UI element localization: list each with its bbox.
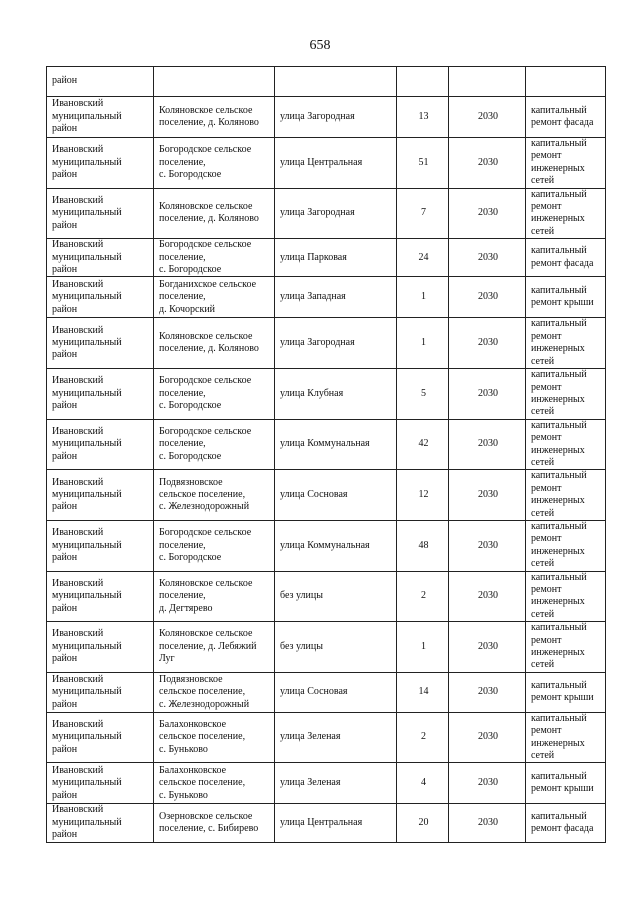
cell-street: улица Центральная bbox=[275, 804, 397, 842]
cell-work-type: капитальный ремонт инженерных сетей bbox=[526, 419, 606, 470]
cell-house-number: 48 bbox=[397, 520, 449, 571]
table-row bbox=[47, 97, 606, 138]
cell-district: Ивановский муниципальный район bbox=[47, 672, 154, 712]
cell-street: улица Клубная bbox=[275, 369, 397, 420]
cell-house-number: 14 bbox=[397, 672, 449, 712]
cell-planned-year: 2030 bbox=[449, 712, 526, 763]
table-row bbox=[47, 369, 606, 420]
cell-settlement: Богородское сельское поселение, с. Богородское bbox=[154, 520, 275, 571]
cell-street: улица Коммунальная bbox=[275, 419, 397, 470]
cell-settlement: Богородское сельское поселение, с. Богородское bbox=[154, 419, 275, 470]
table-row bbox=[47, 419, 606, 470]
cell-work-type: капитальный ремонт инженерных сетей bbox=[526, 470, 606, 521]
cell-planned-year: 2030 bbox=[449, 318, 526, 369]
cell-house-number: 12 bbox=[397, 470, 449, 521]
cell-planned-year: 2030 bbox=[449, 520, 526, 571]
cell-street: улица Сосновая bbox=[275, 470, 397, 521]
cell-district: Ивановский муниципальный район bbox=[47, 188, 154, 239]
cell-district: Ивановский муниципальный район bbox=[47, 277, 154, 318]
cell-settlement: Богородское сельское поселение, с. Богородское bbox=[154, 239, 275, 277]
table-row bbox=[47, 672, 606, 712]
page-number: 658 bbox=[309, 38, 331, 53]
cell-settlement: Коляновское сельское поселение, д. Лебяжий Луг bbox=[154, 622, 275, 673]
cell-work-type: капитальный ремонт фасада bbox=[526, 804, 606, 842]
cell-planned-year: 2030 bbox=[449, 369, 526, 420]
cell-street: улица Западная bbox=[275, 277, 397, 318]
cell-street: улица Зеленая bbox=[275, 712, 397, 763]
cell-settlement: Коляновское сельское поселение, д. Коляново bbox=[154, 97, 275, 138]
cell-district: Ивановский муниципальный район bbox=[47, 520, 154, 571]
cell-street: улица Центральная bbox=[275, 138, 397, 189]
cell-planned-year: 2030 bbox=[449, 138, 526, 189]
cell-planned-year: 2030 bbox=[449, 672, 526, 712]
cell-planned-year: 2030 bbox=[449, 188, 526, 239]
cell-settlement: Подвязновское сельское поселение, с. Железнодорожный bbox=[154, 470, 275, 521]
cell-district: Ивановский муниципальный район bbox=[47, 763, 154, 804]
cell-planned-year: 2030 bbox=[449, 622, 526, 673]
repair-schedule-table bbox=[46, 66, 606, 843]
cell-work-type: капитальный ремонт инженерных сетей bbox=[526, 188, 606, 239]
cell-district: район bbox=[47, 67, 154, 97]
cell-planned-year: 2030 bbox=[449, 97, 526, 138]
cell-house-number: 13 bbox=[397, 97, 449, 138]
cell-district: Ивановский муниципальный район bbox=[47, 318, 154, 369]
cell-planned-year: 2030 bbox=[449, 277, 526, 318]
cell-planned-year: 2030 bbox=[449, 239, 526, 277]
cell-house-number: 1 bbox=[397, 622, 449, 673]
cell-planned-year: 2030 bbox=[449, 571, 526, 622]
table-row-continued bbox=[47, 67, 606, 97]
table-row bbox=[47, 763, 606, 804]
cell-house-number: 24 bbox=[397, 239, 449, 277]
cell-street: улица Коммунальная bbox=[275, 520, 397, 571]
cell-work-type: капитальный ремонт инженерных сетей bbox=[526, 520, 606, 571]
cell-planned-year: 2030 bbox=[449, 804, 526, 842]
table-row bbox=[47, 318, 606, 369]
cell-district: Ивановский муниципальный район bbox=[47, 138, 154, 189]
cell-planned-year bbox=[449, 67, 526, 97]
cell-settlement: Коляновское сельское поселение, д. Коляново bbox=[154, 318, 275, 369]
cell-street: улица Загородная bbox=[275, 188, 397, 239]
cell-street: без улицы bbox=[275, 622, 397, 673]
cell-work-type: капитальный ремонт фасада bbox=[526, 239, 606, 277]
cell-house-number: 2 bbox=[397, 571, 449, 622]
cell-house-number: 1 bbox=[397, 318, 449, 369]
table-row bbox=[47, 622, 606, 673]
cell-district: Ивановский муниципальный район bbox=[47, 622, 154, 673]
cell-settlement: Коляновское сельское поселение, д. Дегтярево bbox=[154, 571, 275, 622]
cell-house-number bbox=[397, 67, 449, 97]
cell-planned-year: 2030 bbox=[449, 419, 526, 470]
cell-house-number: 1 bbox=[397, 277, 449, 318]
cell-street: без улицы bbox=[275, 571, 397, 622]
cell-street: улица Загородная bbox=[275, 97, 397, 138]
cell-settlement: Озерновское сельское поселение, с. Бибирево bbox=[154, 804, 275, 842]
cell-settlement: Балахонковское сельское поселение, с. Буньково bbox=[154, 712, 275, 763]
cell-work-type: капитальный ремонт инженерных сетей bbox=[526, 622, 606, 673]
cell-district: Ивановский муниципальный район bbox=[47, 369, 154, 420]
cell-district: Ивановский муниципальный район bbox=[47, 571, 154, 622]
cell-work-type: капитальный ремонт крыши bbox=[526, 277, 606, 318]
cell-settlement: Коляновское сельское поселение, д. Коляново bbox=[154, 188, 275, 239]
table-row bbox=[47, 239, 606, 277]
cell-district: Ивановский муниципальный район bbox=[47, 804, 154, 842]
cell-house-number: 5 bbox=[397, 369, 449, 420]
cell-settlement: Балахонковское сельское поселение, с. Буньково bbox=[154, 763, 275, 804]
cell-street bbox=[275, 67, 397, 97]
table-row bbox=[47, 520, 606, 571]
cell-street: улица Зеленая bbox=[275, 763, 397, 804]
cell-settlement: Богородское сельское поселение, с. Богородское bbox=[154, 138, 275, 189]
table-body bbox=[47, 67, 606, 843]
cell-settlement: Богородское сельское поселение, с. Богородское bbox=[154, 369, 275, 420]
cell-street: улица Парковая bbox=[275, 239, 397, 277]
cell-district: Ивановский муниципальный район bbox=[47, 239, 154, 277]
table-row bbox=[47, 138, 606, 189]
cell-work-type: капитальный ремонт инженерных сетей bbox=[526, 369, 606, 420]
table-row bbox=[47, 712, 606, 763]
table-row bbox=[47, 188, 606, 239]
cell-work-type: капитальный ремонт инженерных сетей bbox=[526, 712, 606, 763]
cell-house-number: 51 bbox=[397, 138, 449, 189]
table-row bbox=[47, 804, 606, 842]
cell-work-type: капитальный ремонт крыши bbox=[526, 672, 606, 712]
cell-work-type: капитальный ремонт крыши bbox=[526, 763, 606, 804]
cell-planned-year: 2030 bbox=[449, 470, 526, 521]
cell-district: Ивановский муниципальный район bbox=[47, 470, 154, 521]
cell-district: Ивановский муниципальный район bbox=[47, 97, 154, 138]
cell-house-number: 2 bbox=[397, 712, 449, 763]
table-row bbox=[47, 470, 606, 521]
cell-planned-year: 2030 bbox=[449, 763, 526, 804]
cell-district: Ивановский муниципальный район bbox=[47, 712, 154, 763]
cell-work-type bbox=[526, 67, 606, 97]
table-row bbox=[47, 571, 606, 622]
table-row bbox=[47, 277, 606, 318]
cell-settlement: Подвязновское сельское поселение, с. Железнодорожный bbox=[154, 672, 275, 712]
cell-house-number: 20 bbox=[397, 804, 449, 842]
cell-work-type: капитальный ремонт инженерных сетей bbox=[526, 318, 606, 369]
cell-work-type: капитальный ремонт инженерных сетей bbox=[526, 571, 606, 622]
cell-street: улица Сосновая bbox=[275, 672, 397, 712]
cell-settlement bbox=[154, 67, 275, 97]
cell-settlement: Богданихское сельское поселение, д. Кочорский bbox=[154, 277, 275, 318]
cell-work-type: капитальный ремонт фасада bbox=[526, 97, 606, 138]
cell-house-number: 4 bbox=[397, 763, 449, 804]
cell-street: улица Загородная bbox=[275, 318, 397, 369]
cell-district: Ивановский муниципальный район bbox=[47, 419, 154, 470]
cell-house-number: 42 bbox=[397, 419, 449, 470]
cell-work-type: капитальный ремонт инженерных сетей bbox=[526, 138, 606, 189]
cell-house-number: 7 bbox=[397, 188, 449, 239]
